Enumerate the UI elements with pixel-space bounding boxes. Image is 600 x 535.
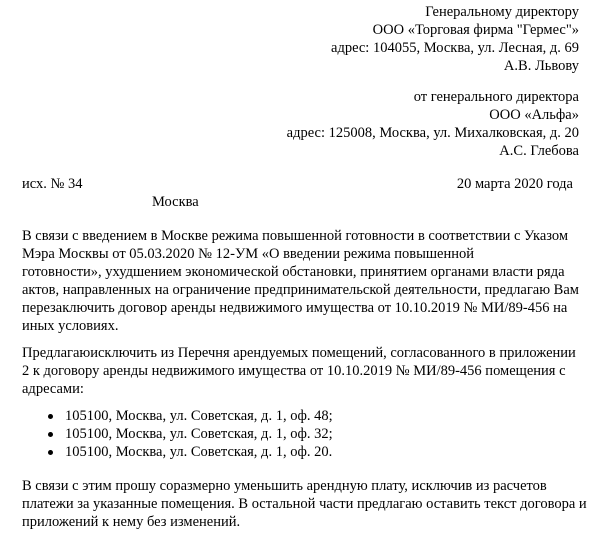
paragraph-line: Предлагаюисключить из Перечня арендуемых помещений, согласованного в приложении	[22, 345, 576, 361]
paragraph-line: В связи с введением в Москве режима повышенной готовности в соответствии с Указом	[22, 228, 569, 244]
bullet-icon	[48, 414, 53, 419]
list-item	[48, 407, 333, 425]
paragraph-line: В связи с этим прошу соразмерно уменьшить арендную плату, исключив из расчетов	[22, 478, 547, 494]
paragraph-exclusion	[22, 344, 587, 398]
paragraph-line: иных условиях.	[22, 318, 119, 334]
paragraph-line: приложений к нему без изменений.	[22, 514, 241, 530]
outgoing-number: исх. № 34	[22, 176, 83, 192]
paragraph-line: готовности», ухудшением экономической обстановки, принятием органами власти ряда	[22, 264, 565, 280]
addressee-company: ООО «Торговая фирма "Гермес"»	[372, 22, 579, 38]
addressee-name: А.В. Львову	[503, 58, 579, 74]
paragraph-line: Мэра Москвы от 05.03.2020 № 12-УМ «О введении режима повышенной	[22, 246, 474, 262]
letter-date: 20 марта 2020 года	[456, 176, 573, 192]
paragraph-line: актов, направленных на ограничение предпринимательской деятельности, предлагаю Вам	[22, 282, 579, 298]
bullet-icon	[48, 432, 53, 437]
premises-list	[48, 407, 333, 461]
addressee-address: адрес: 104055, Москва, ул. Лесная, д. 69	[331, 40, 579, 56]
paragraph-rent-reduction	[22, 477, 587, 531]
sender-company: ООО «Альфа»	[489, 107, 579, 123]
premise-address: 105100, Москва, ул. Советская, д. 1, оф. 32;	[65, 426, 333, 442]
premise-address: 105100, Москва, ул. Советская, д. 1, оф. 20.	[65, 444, 333, 460]
list-item	[48, 443, 333, 461]
list-item	[48, 425, 333, 443]
sender-name: А.С. Глебова	[499, 143, 579, 159]
paragraph-line: 2 к договору аренды недвижимого имущества от 10.10.2019 № МИ/89-456 помещения с	[22, 363, 566, 379]
sender-address: адрес: 125008, Москва, ул. Михалковская, д. 20	[286, 125, 579, 141]
paragraph-proposal	[22, 227, 587, 335]
paragraph-line: перезаключить договор аренды недвижимого имущества от 10.10.2019 № МИ/89-456 на	[22, 300, 568, 316]
paragraph-line: платежи за указанные помещения. В остальной части предлагаю оставить текст договора и	[22, 496, 587, 512]
paragraph-line: адресами:	[22, 381, 84, 397]
addressee-title: Генеральному директору	[425, 4, 579, 20]
sender-title: от генерального директора	[413, 89, 579, 105]
letter-city: Москва	[152, 194, 199, 210]
bullet-icon	[48, 450, 53, 455]
premise-address: 105100, Москва, ул. Советская, д. 1, оф. 48;	[65, 408, 333, 424]
